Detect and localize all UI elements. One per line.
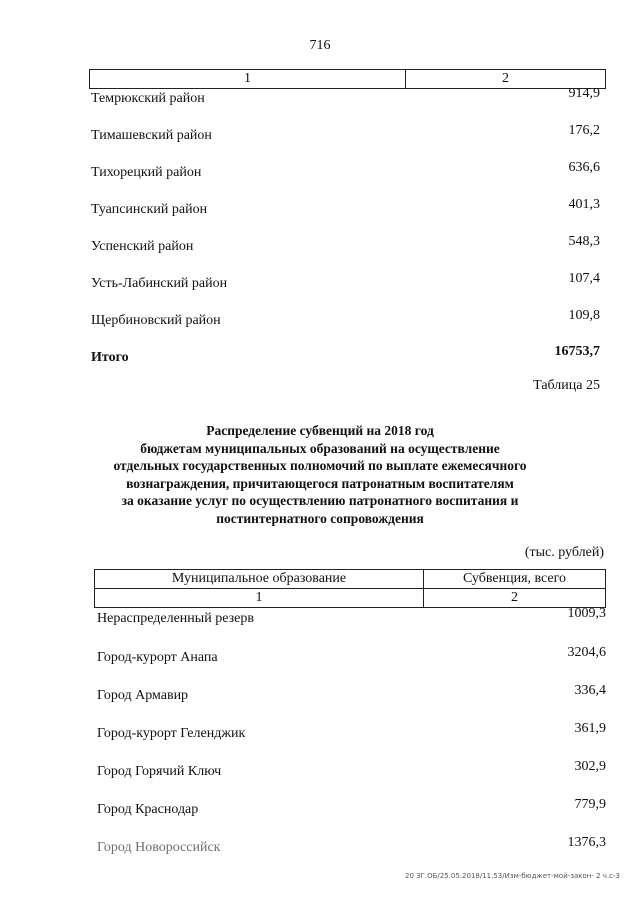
table-title-line: Распределение субвенций на 2018 год [206, 423, 434, 438]
table2-row-value: 779,9 [574, 797, 606, 812]
table1-row-name: Усть-Лабинский район [91, 276, 228, 291]
table1-row-value: 107,4 [568, 271, 600, 286]
table1-row-value: 636,6 [568, 160, 600, 175]
table2-colnum-1: 1 [255, 590, 263, 605]
table2-row-value: 336,4 [574, 683, 606, 698]
table2-row-name: Город Новороссийск [97, 840, 221, 855]
table2-row-value: 302,9 [574, 759, 606, 774]
page-number: 716 [309, 38, 331, 53]
table-title-line: постинтернатного сопровождения [216, 510, 424, 526]
table2-row-name: Город-курорт Геленджик [97, 726, 246, 741]
table1-row-value: 401,3 [568, 197, 600, 212]
table1-row-name: Туапсинский район [91, 202, 208, 217]
table1-row-value: 548,3 [568, 234, 600, 249]
table1-total-value: 16753,7 [554, 344, 600, 359]
table1-colnum-2: 2 [502, 71, 509, 86]
table2-column-divider [423, 570, 424, 607]
table2-row-value: 1376,3 [567, 835, 606, 850]
table2-row-name: Город Горячий Ключ [97, 764, 222, 779]
table1-row-name: Тихорецкий район [91, 165, 202, 180]
table-title [60, 422, 580, 527]
table1-row-value: 914,9 [568, 86, 600, 101]
table1-row-name: Успенский район [91, 239, 194, 254]
table2-header [94, 569, 606, 608]
table2-row-name: Город Краснодар [97, 802, 199, 817]
footer-reference: 20 ЗГ.ОБ/25.05.2018/11.53/Изм-бюджет-мой-закон- 2 ч.с-3 [404, 872, 620, 880]
table-title-line: отдельных государственных полномочий по выплате ежемесячного [113, 458, 527, 473]
table2-row-name: Город Армавир [97, 688, 189, 703]
table-number: Таблица 25 [533, 378, 600, 393]
table2-row-name: Город-курорт Анапа [97, 650, 218, 665]
table-title-line: за оказание услуг по осуществлению патронатного воспитания и [121, 493, 519, 508]
table2-row-value: 3204,6 [567, 645, 606, 660]
table1-column-numbers [89, 69, 606, 89]
table2-row-name: Нераспределенный резерв [97, 611, 254, 626]
table-title-line: вознаграждения, причитающегося патронатным воспитателям [126, 475, 514, 491]
table2-row-value: 1009,3 [567, 606, 606, 621]
table2-row-value: 361,9 [574, 721, 606, 736]
table1-row-name: Тимашевский район [91, 128, 212, 143]
table1-row-value: 176,2 [568, 123, 600, 138]
table2-colnum-2: 2 [511, 590, 518, 605]
units-label: (тыс. рублей) [524, 545, 604, 560]
table1-row-name: Щербиновский район [91, 313, 221, 328]
table2-header-municipality: Муниципальное образование [171, 571, 347, 586]
table-title-line: бюджетам муниципальных образований на осуществление [140, 440, 500, 456]
table1-total-label: Итого [91, 350, 129, 365]
table2-header-subvention: Субвенция, всего [462, 571, 567, 586]
table1-row-name: Темрюкский район [91, 91, 205, 106]
table1-row-value: 109,8 [568, 308, 600, 323]
table1-colnum-1: 1 [244, 71, 251, 86]
